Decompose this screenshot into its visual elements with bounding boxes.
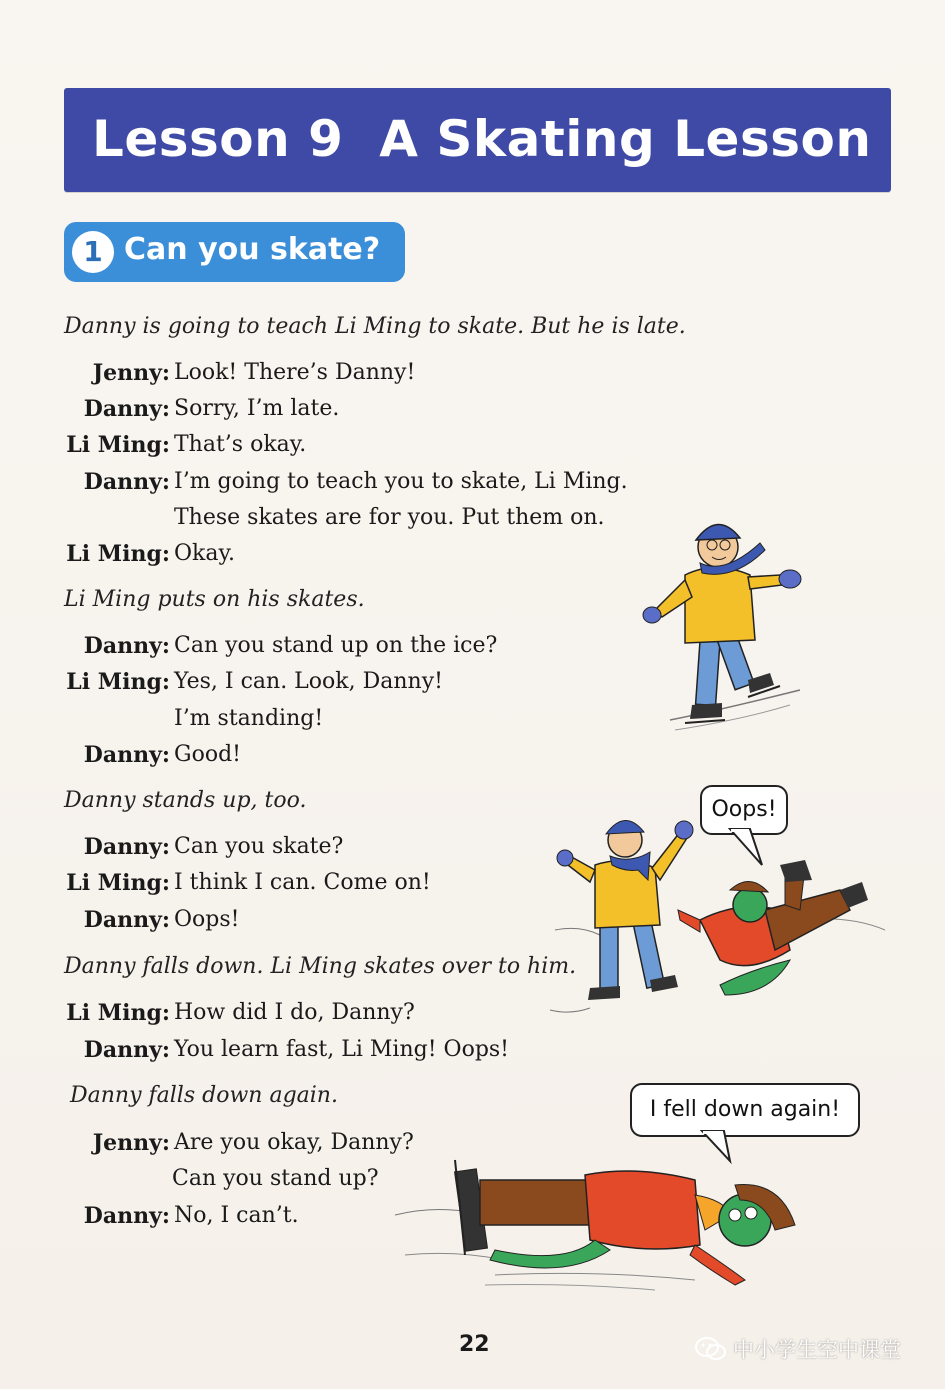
- section-number: 1: [72, 231, 114, 273]
- speech-text: No, I can’t.: [174, 1203, 299, 1228]
- speaker-name: Li Ming:: [66, 1000, 170, 1026]
- stage-direction: Danny falls down. Li Ming skates over to him.: [64, 954, 577, 979]
- speech-continuation: These skates are for you. Put them on.: [174, 505, 605, 530]
- lesson-title: Lesson 9 A Skating Lesson: [92, 110, 872, 168]
- stage-direction: Danny falls down again.: [70, 1083, 338, 1108]
- speech-continuation: I’m standing!: [174, 706, 324, 731]
- speaker-name: Li Ming:: [66, 870, 170, 896]
- speech-text: I’m going to teach you to skate, Li Ming.: [174, 469, 628, 494]
- speaker-name: Jenny:: [92, 360, 170, 386]
- page-number: 22: [459, 1332, 490, 1357]
- section-heading: [64, 222, 405, 282]
- speech-bubble-fell-down: [630, 1083, 860, 1137]
- wechat-icon: [695, 1336, 727, 1362]
- speaker-name: Danny:: [83, 907, 170, 933]
- speech-text: Yes, I can. Look, Danny!: [174, 669, 443, 694]
- speech-text: Can you skate?: [174, 834, 344, 859]
- li-ming-standing-illustration: [630, 505, 820, 745]
- speech-continuation: Can you stand up?: [172, 1166, 379, 1191]
- speaker-name: Danny:: [83, 396, 170, 422]
- danny-lying-illustration: [395, 1155, 815, 1295]
- bubble-text: I fell down again!: [649, 1097, 841, 1122]
- speaker-name: Danny:: [83, 469, 170, 495]
- speech-text: Good!: [174, 742, 241, 767]
- watermark-text: 中小学生空中课堂: [733, 1338, 901, 1362]
- speaker-name: Li Ming:: [66, 669, 170, 695]
- section-title: Can you skate?: [124, 232, 381, 267]
- lesson-title-banner: [64, 88, 891, 192]
- bubble-text: Oops!: [711, 797, 777, 822]
- speech-text: Okay.: [174, 541, 235, 566]
- speaker-name: Danny:: [83, 742, 170, 768]
- stage-direction: Li Ming puts on his skates.: [64, 587, 365, 612]
- speaker-name: Danny:: [83, 1203, 170, 1229]
- danny-falling-illustration: [550, 810, 900, 1030]
- speaker-name: Jenny:: [92, 1130, 170, 1156]
- speech-text: That’s okay.: [174, 432, 307, 457]
- speech-text: I think I can. Come on!: [174, 870, 431, 895]
- speech-text: You learn fast, Li Ming! Oops!: [174, 1037, 510, 1062]
- speaker-name: Li Ming:: [66, 541, 170, 567]
- speech-text: Sorry, I’m late.: [174, 396, 340, 421]
- speech-text: How did I do, Danny?: [174, 1000, 415, 1025]
- speech-text: Oops!: [174, 907, 240, 932]
- speaker-name: Danny:: [83, 1037, 170, 1063]
- speech-text: Are you okay, Danny?: [174, 1130, 414, 1155]
- speech-text: Look! There’s Danny!: [174, 360, 416, 385]
- speaker-name: Li Ming:: [66, 432, 170, 458]
- speech-text: Can you stand up on the ice?: [174, 633, 498, 658]
- speaker-name: Danny:: [83, 834, 170, 860]
- stage-direction: Danny is going to teach Li Ming to skate. But he is late.: [64, 314, 686, 339]
- speaker-name: Danny:: [83, 633, 170, 659]
- stage-direction: Danny stands up, too.: [64, 788, 307, 813]
